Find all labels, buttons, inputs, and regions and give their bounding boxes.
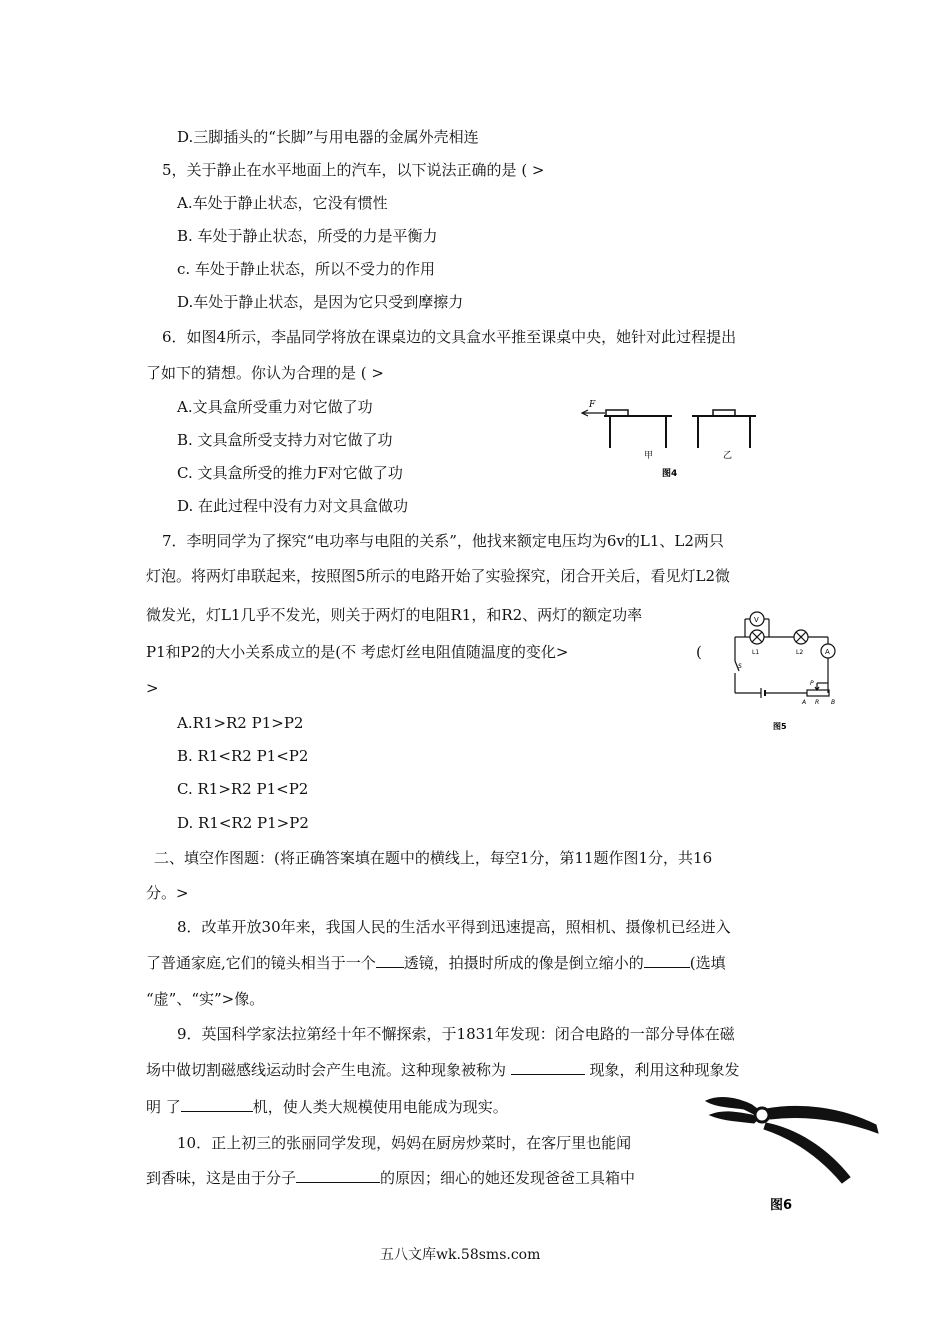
- label-v: V: [754, 616, 759, 624]
- q10-blank-1[interactable]: [296, 1168, 380, 1183]
- question-9-cont2: [146, 1097, 508, 1117]
- q9-text-d: 机，使人类大规模使用电能成为现实。: [252, 1098, 508, 1116]
- question-9: 9．英国科学家法拉第经十年不懈探索，于1831年发现：闭合电路的一部分导体在磁: [177, 1025, 735, 1043]
- line-4d: D.三脚插头的“长脚”与用电器的金属外壳相连: [177, 128, 479, 146]
- question-7-cont1: 灯泡。将两灯串联起来，按照图5所示的电路开始了实验探究，闭合开关后，看见灯L2微: [146, 567, 731, 585]
- pliers-jaw-bottom: [710, 1112, 758, 1123]
- q9-blank-1[interactable]: [511, 1060, 585, 1075]
- question-7-cont2: 微发光，灯L1几乎不发光，则关于两灯的电阻R1，和R2、两灯的额定功率: [146, 606, 643, 624]
- question-10-cont: [146, 1168, 635, 1188]
- pliers-handle-bottom: [764, 1123, 850, 1183]
- option-6c: C. 文具盒所受的推力F对它做了功: [177, 464, 403, 482]
- q8-text-c: (选填: [689, 954, 726, 972]
- section-2-heading-cont: 分。>: [146, 884, 189, 902]
- question-9-cont: [146, 1060, 740, 1080]
- option-5c: c. 车处于静止状态，所以不受力的作用: [177, 260, 435, 278]
- q8-text-a: 了普通家庭,它们的镜头相当于一个: [146, 954, 376, 972]
- q8-text-b: 透镜，拍摄时所成的像是倒立缩小的: [403, 954, 644, 972]
- label-l1: L1: [752, 649, 760, 656]
- q8-blank-2[interactable]: [644, 953, 690, 968]
- q10-text-b: 的原因；细心的她还发现爸爸工具箱中: [380, 1169, 636, 1187]
- question-6: 6．如图4所示，李晶同学将放在课桌边的文具盒水平推至课桌中央，她针对此过程提出: [162, 328, 737, 346]
- option-6b: B. 文具盒所受支持力对它做了功: [177, 431, 393, 449]
- question-7-cont3: P1和P2的大小关系成立的是(不 考虑灯丝电阻值随温度的变化>: [146, 643, 569, 661]
- question-8: 8．改革开放30年来，我国人民的生活水平得到迅速提高，照相机、摄像机已经进入: [177, 918, 731, 936]
- option-5b: B. 车处于静止状态，所受的力是平衡力: [177, 227, 438, 245]
- q9-text-b: 现象，利用这种现象发: [584, 1061, 740, 1079]
- option-7b: B. R1<R2 P1<P2: [177, 747, 309, 765]
- question-8-cont: [146, 953, 726, 973]
- section-2-heading: 二、填空作图题：(将正确答案填在题中的横线上，每空1分，第11题作图1分，共16: [154, 849, 713, 867]
- figure-6-caption: 图6: [770, 1198, 793, 1213]
- label-a: A: [825, 648, 830, 656]
- option-7d: D. R1<R2 P1>P2: [177, 814, 309, 832]
- label-pr: R: [815, 699, 820, 706]
- label-p: P: [810, 680, 814, 687]
- question-8-cont2: “虚”、“实”>像。: [146, 990, 265, 1008]
- figure-6: [700, 1085, 885, 1215]
- figure-4-caption: 图4: [662, 469, 678, 479]
- label-s: S: [738, 663, 742, 670]
- option-6a: A.文具盒所受重力对它做了功: [177, 398, 373, 416]
- question-7: 7．李明同学为了探究“电功率与电阻的关系”，他找来额定电压均为6v的L1、L2两只: [162, 532, 724, 550]
- figure-5-caption: 图5: [773, 722, 787, 731]
- label-yi: 乙: [723, 451, 733, 461]
- question-7-paren: (: [696, 643, 702, 661]
- q9-text-c: 明 了: [146, 1098, 181, 1116]
- rheostat: [807, 690, 829, 696]
- figure-4: [580, 396, 770, 480]
- option-7c: C. R1>R2 P1<P2: [177, 780, 309, 798]
- label-l2: L2: [796, 649, 804, 656]
- q10-text-a: 到香味，这是由于分子: [146, 1169, 297, 1187]
- footer: 五八文库wk.58sms.com: [380, 1247, 541, 1263]
- option-5a: A.车处于静止状态，它没有惯性: [177, 194, 388, 212]
- option-7a: A.R1>R2 P1>P2: [177, 714, 304, 732]
- question-10: 10．正上初三的张丽同学发现，妈妈在厨房炒菜时，在客厅里也能闻: [177, 1134, 632, 1152]
- label-pa: A: [802, 699, 807, 706]
- label-jia: 甲: [644, 451, 654, 461]
- label-pb: B: [831, 699, 836, 706]
- figure-5: [725, 605, 845, 735]
- question-7-cont4: >: [146, 679, 159, 697]
- option-6d: D. 在此过程中没有力对文具盒做功: [177, 497, 409, 515]
- force-label: F: [589, 400, 596, 410]
- q9-text-a: 场中做切割磁感线运动时会产生电流。这种现象被称为: [146, 1061, 511, 1079]
- question-6-cont: 了如下的猜想。你认为合理的是 ( >: [146, 364, 384, 382]
- q8-blank-1[interactable]: [376, 953, 404, 968]
- question-5: 5，关于静止在水平地面上的汽车，以下说法正确的是 ( >: [162, 161, 545, 179]
- option-5d: D.车处于静止状态，是因为它只受到摩擦力: [177, 293, 464, 311]
- q9-blank-2[interactable]: [181, 1097, 253, 1112]
